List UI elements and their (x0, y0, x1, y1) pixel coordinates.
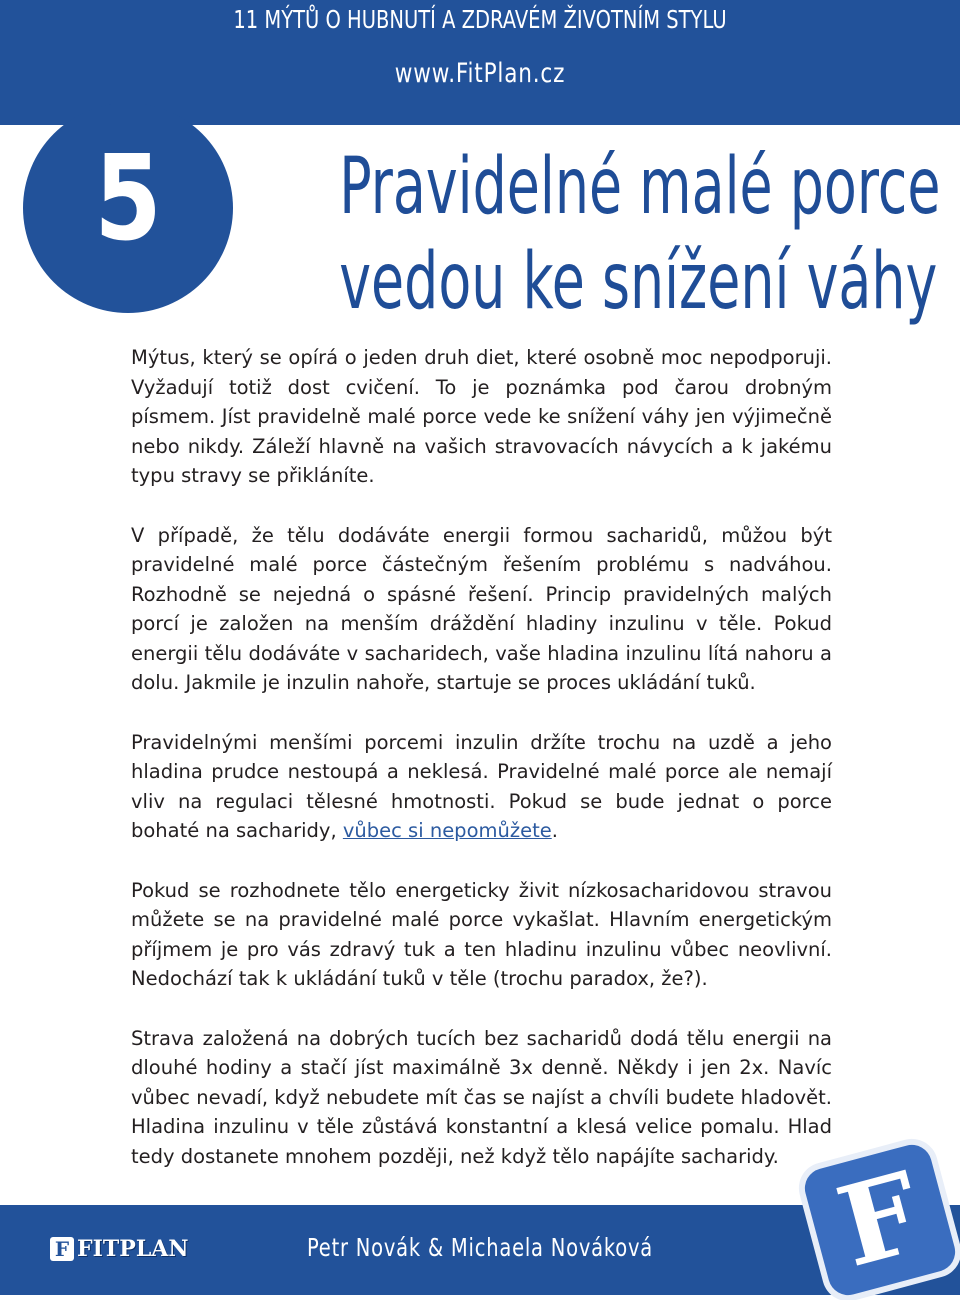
fitplan-logo-text: FITPLAN (77, 1236, 189, 1262)
paragraph-4: Pokud se rozhodnete tělo energeticky živit nízkosacharidovou stravou můžete se na pravidelné malé porce vykašlat. Hlavním energetickým příjmem je pro vás zdravý tuk a ten hladinu inzulinu vůbec neovlivní. Nedochází tak k ukládání tuků v těle (trochu paradox, že?). (131, 878, 832, 990)
article-body (131, 343, 832, 1201)
paragraph-2: V případě, že tělu dodáváte energii formou sacharidů, můžou být pravidelné malé porce částečným řešením problému s nadváhou. Rozhodně se nejedná o spásné řešení. Princip pravidelných malých porcí je založen na menším dráždění hladiny inzulinu v těle. Pokud energii tělu dodáváte v sacharidech, vaše hladina inzulinu lítá nahoru a dolu. Jakmile je inzulin nahoře, startuje se proces ukládání tuků. (131, 523, 832, 694)
authors: Petr Novák & Michaela Nováková (306, 1233, 654, 1262)
paragraph-1: Mýtus, který se opírá o jeden druh diet, které osobně moc nepodporuji. Vyžadují totiž dost cvičení. To je poznámka pod čarou drobným písmem. Jíst pravidelně malé porce vede ke snížení váhy jen výjimečně nebo nikdy. Záleží hlavně na vašich stravovacích návycích a k jakému typu stravy se přikláníte. (131, 346, 832, 487)
inline-link[interactable]: vůbec si nepomůžete (342, 819, 552, 842)
chapter-headline-line2: vedou ke snížení váhy (339, 237, 938, 327)
website-url: www.FitPlan.cz (394, 58, 566, 89)
fitplan-logo (50, 1235, 188, 1263)
paragraph-3 (131, 728, 832, 846)
corner-logo-letter: F (825, 1147, 935, 1292)
fitplan-logo-icon: F (50, 1237, 74, 1261)
paragraph-5: Strava založená na dobrých tucích bez sacharidů dodá tělu energii na dlouhé hodiny a stačí jíst maximálně 3x denně. Někdy i jen 2x. Navíc vůbec nevadí, když nebudete mít čas se najíst a chvíli budete hladovět. Hladina inzulinu v těle zůstává konstantní a klesá velice pomalu. Hlad tedy dostanete mnohem později, než když tělo napájíte sacharidy. (131, 1026, 832, 1168)
document-title: 11 MÝTŮ O HUBNUTÍ A ZDRAVÉM ŽIVOTNÍM STYLU (233, 5, 727, 34)
chapter-number: 5 (94, 129, 162, 267)
paragraph-3-end: . (551, 819, 558, 842)
chapter-headline-line1: Pravidelné malé porce (339, 142, 941, 232)
paragraph-3-text: Pravidelnými menšími porcemi inzulin držíte trochu na uzdě a jeho hladina prudce nestoupá a neklesá. Pravidelné malé porce ale nemají vliv na regulaci tělesné hmotnosti. Pokud se bude jednat o porce bohaté na sacharidy, (131, 730, 832, 842)
chapter-number-badge (23, 103, 233, 313)
